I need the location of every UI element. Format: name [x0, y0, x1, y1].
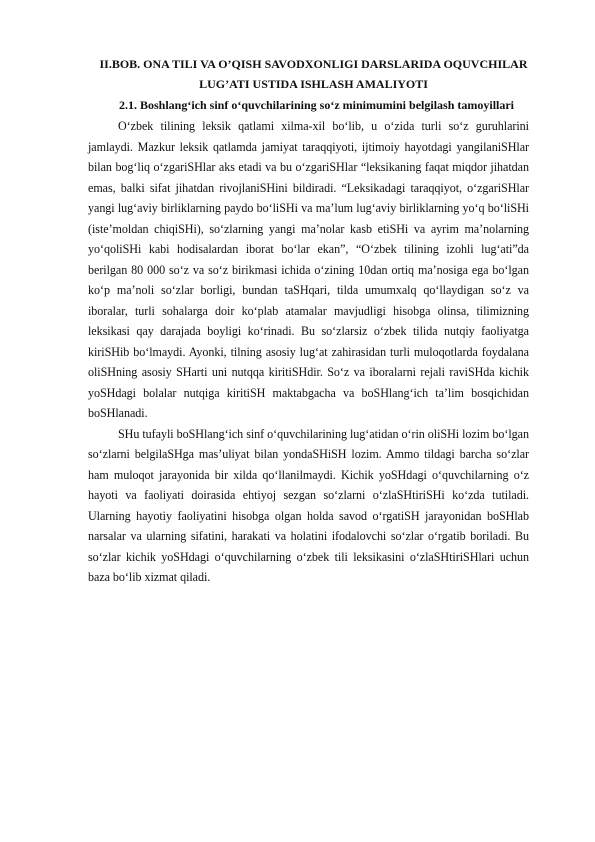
chapter-heading: II.BOB. ONA TILI VA O’QISH SAVODXONLIGI DARSLARIDA OQUVCHILAR LUG’ATI USTIDA ISHLASH AMALIYOTI [99, 57, 528, 91]
body-paragraph-1: O‘zbek tilining leksik qatlami xilma-xil bo‘lib, u o‘zida turli so‘z guruhlarini jamlaydi. Mazkur leksik qatlamda jamiyat taraqqiyoti, ijtimoiy hayotdagi yangilaniSHlar bilan bog‘liq o‘zgariSHlar aks etadi va bu o‘zgariSHlar “leksikaning faqat miqdor jihatdan emas, balki sifat jihatdan rivojlaniSHini bildiradi. “Leksikadagi taraqqiyot, o‘zgariSHlar yangi lug‘aviy birliklarning paydo bo‘liSHi va ma’lum lug‘aviy birliklarning yo‘q bo‘liSHi (iste’moldan chiqiSHi), so‘zlarning yangi ma’nolar kasb etiSHi va ayrim ma’nolarning yo‘qoliSHi kabi hodisalardan iborat bo‘lar ekan”, “O‘zbek tilining izohli lug‘ati”da berilgan 80 000 so‘z va so‘z birikmasi ichida o‘zining 10dan ortiq ma’nosiga ega bo‘lgan ko‘p ma’noli so‘zlar borligi, bundan taSHqari, tilda umumxalq qo‘llaydigan so‘z va iboralar, turli sohalarga doir ko‘plab atamalar mavjudligi hisobga olinsa, tilimizning leksikasi qay darajada boyligi ko‘rinadi. Bu so‘zlarsiz o‘zbek tilida nutqiy faoliyatga kiriSHib bo‘lmaydi. Ayonki, tilning asosiy lug‘at zahirasidan turli muloqotlarda foydalana oliSHning asosiy SHarti uni nutqqa kiritiSHdir. So‘z va iboralarni rejali raviSHda kichik yoSHdagi bolalar nutqiga kiritiSH maktabgacha va boSHlang‘ich ta’lim bosqichidan boSHlanadi. [88, 119, 529, 420]
section-heading: 2.1. Boshlang‘ich sinf o‘quvchilarining so‘z minimumini belgilash tamoyillari [118, 98, 515, 112]
body-paragraph-2: SHu tufayli boSHlang‘ich sinf o‘quvchilarining lug‘atidan o‘rin oliSHi lozim bo‘lgan so‘zlarni belgilaSHga mas’uliyat bilan yondaSHiSH lozim. Ammo tildagi barcha so‘zlar ham muloqot jarayonida bir xilda qo‘llanilmaydi. Kichik yoSHdagi o‘quvchilarning o‘z hayoti va faoliyati doirasida ehtiyoj sezgan so‘zlarni o‘zlaSHtiriSHi ko‘zda tutiladi. Ularning hayotiy faoliyatini hisobga olgan holda savod o‘rgatiSH jarayonidan boSHlab narsalar va ularning sifatini, harakati va holatini ifodalovchi so‘zlar o‘rgatib boriladi. Bu so‘zlar kichik yoSHdagi o‘quvchilarning o‘zbek tili leksikasini o‘zlaSHtiriSHlari uchun baza bo‘lib xizmat qiladi. [88, 426, 529, 584]
document-page [88, 54, 529, 588]
